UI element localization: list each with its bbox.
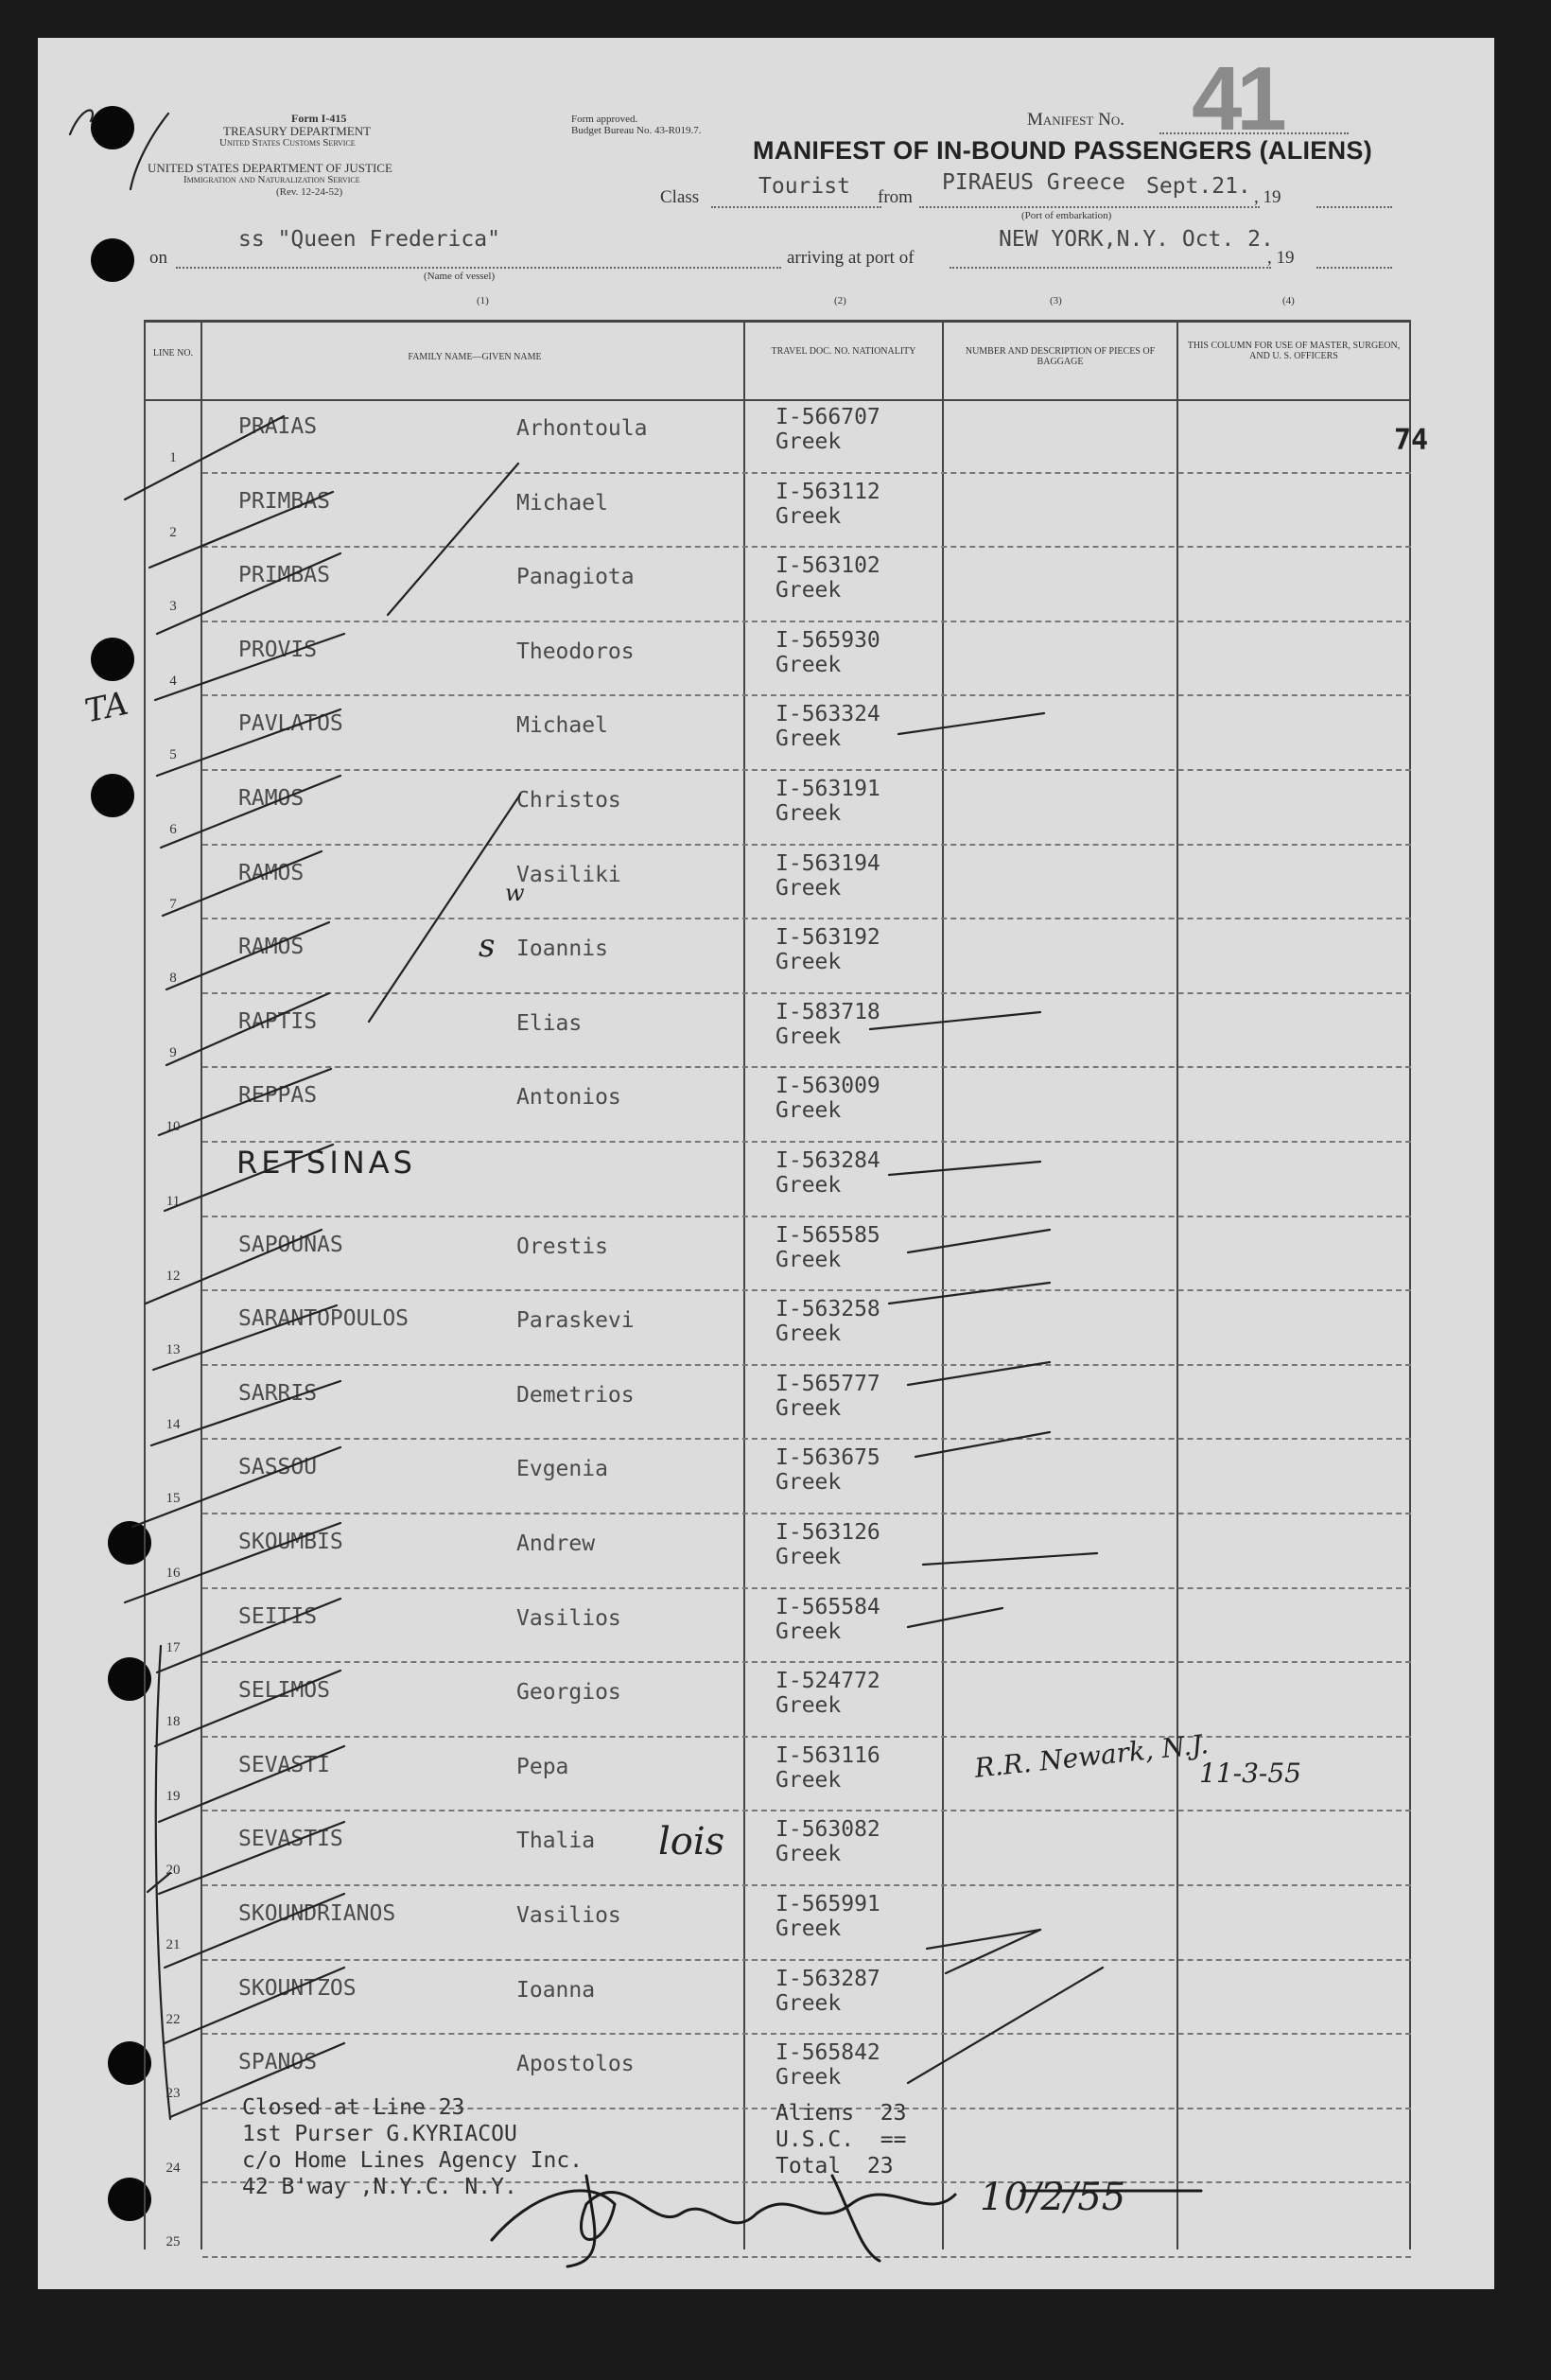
line-number: 18 bbox=[166, 1714, 181, 1730]
travel-doc-number: I-524772 bbox=[776, 1669, 880, 1694]
nationality: Greek bbox=[776, 1321, 842, 1347]
line-number: 13 bbox=[166, 1342, 181, 1358]
family-name: SKOUNTZOS bbox=[238, 1975, 357, 2001]
year-label: , 19 bbox=[1254, 187, 1281, 207]
line-number: 25 bbox=[166, 2234, 181, 2250]
nationality: Greek bbox=[776, 1247, 842, 1272]
line-number: 15 bbox=[166, 1491, 181, 1507]
travel-doc-number: I-563116 bbox=[776, 1742, 880, 1768]
given-name: Christos bbox=[516, 788, 621, 813]
departure-date: Sept.21. bbox=[1146, 174, 1251, 199]
arrival-port: NEW YORK,N.Y. Oct. 2. bbox=[999, 227, 1274, 252]
family-name: SAPOUNAS bbox=[238, 1232, 343, 1257]
family-name: PROVIS bbox=[238, 637, 318, 662]
form-number: Form I-415 bbox=[291, 112, 347, 125]
given-name: Vasilios bbox=[516, 1605, 621, 1631]
purser-name: 1st Purser G.KYRIACOU bbox=[242, 2122, 517, 2146]
line-number: 20 bbox=[166, 1863, 181, 1879]
travel-doc-number: I-563126 bbox=[776, 1520, 880, 1545]
travel-doc-number: I-563284 bbox=[776, 1148, 880, 1173]
given-name: Paraskevi bbox=[516, 1308, 635, 1334]
handwritten-retsinas: RETSINAS bbox=[236, 1145, 416, 1181]
family-name: RAMOS bbox=[238, 786, 305, 811]
closed-at-line: Closed at Line 23 bbox=[242, 2095, 465, 2120]
customs-service: United States Customs Service bbox=[219, 137, 356, 149]
given-name: Andrew bbox=[516, 1531, 596, 1556]
family-name: SEVASTI bbox=[238, 1752, 330, 1777]
line-number: 10 bbox=[166, 1119, 181, 1135]
given-name: Thalia bbox=[516, 1829, 596, 1854]
nationality: Greek bbox=[776, 1545, 842, 1569]
family-name: PAVLATOS bbox=[238, 711, 343, 737]
nationality: Greek bbox=[776, 1024, 842, 1049]
family-name: RAMOS bbox=[238, 860, 305, 885]
travel-doc-number: I-563191 bbox=[776, 777, 880, 801]
class-value: Tourist bbox=[758, 174, 850, 199]
travel-doc-number: I-583718 bbox=[776, 999, 880, 1024]
family-name: PRAIAS bbox=[238, 414, 318, 439]
travel-doc-number: I-563258 bbox=[776, 1297, 880, 1322]
treasury-department: TREASURY DEPARTMENT bbox=[223, 124, 372, 138]
travel-doc-number: I-563112 bbox=[776, 479, 880, 504]
family-name: PRIMBAS bbox=[238, 488, 330, 514]
nationality: Greek bbox=[776, 1173, 842, 1198]
family-name: SELIMOS bbox=[238, 1678, 330, 1704]
nationality: Greek bbox=[776, 1916, 842, 1941]
family-name: SASSOU bbox=[238, 1455, 318, 1480]
given-name: Pepa bbox=[516, 1754, 569, 1779]
handwritten-residence-note: R.R. Newark, N.J. bbox=[972, 1728, 1211, 1784]
class-label: Class bbox=[660, 187, 700, 207]
given-name: Ioannis bbox=[516, 936, 608, 962]
handwritten-residence-date: 11-3-55 bbox=[1199, 1758, 1301, 1789]
from-port: PIRAEUS Greece bbox=[942, 170, 1125, 195]
line-number: 23 bbox=[166, 2086, 181, 2102]
given-name: Orestis bbox=[516, 1234, 608, 1259]
nationality: Greek bbox=[776, 1470, 842, 1496]
line-number: 4 bbox=[169, 673, 177, 689]
travel-doc-number: I-563192 bbox=[776, 925, 880, 951]
manifest-no-label: Manifest No. bbox=[1027, 110, 1124, 130]
family-name: REPPAS bbox=[238, 1083, 318, 1109]
immigration-service: Immigration and Naturalization Service bbox=[183, 174, 360, 185]
total-count: 23 bbox=[866, 2154, 894, 2179]
column-number-4: (4) bbox=[1282, 295, 1295, 306]
given-name: Panagiota bbox=[516, 565, 635, 590]
family-name: SARRIS bbox=[238, 1380, 318, 1406]
travel-doc-number: I-563194 bbox=[776, 850, 880, 876]
header-travel-doc: TRAVEL DOC. NO. NATIONALITY bbox=[771, 346, 916, 357]
given-name: Antonios bbox=[516, 1085, 621, 1111]
header-baggage: NUMBER AND DESCRIPTION OF PIECES OF BAGGAGE bbox=[965, 346, 1156, 367]
line-number: 22 bbox=[166, 2011, 181, 2027]
line-number: 12 bbox=[166, 1268, 181, 1284]
total-label: Total bbox=[776, 2154, 842, 2179]
vessel-caption: (Name of vessel) bbox=[424, 271, 496, 282]
year-label-2: , 19 bbox=[1267, 248, 1295, 268]
line-number: 2 bbox=[169, 524, 177, 540]
family-name: SEITIS bbox=[238, 1603, 318, 1629]
side-number: 74 bbox=[1394, 424, 1429, 457]
line-number: 8 bbox=[169, 971, 177, 987]
nationality: Greek bbox=[776, 429, 842, 454]
usc-label: U.S.C. bbox=[776, 2127, 855, 2152]
family-name: SKOUMBIS bbox=[238, 1530, 343, 1554]
nationality: Greek bbox=[776, 1619, 842, 1644]
form-approved: Form approved. bbox=[571, 114, 638, 125]
budget-bureau: Budget Bureau No. 43-R019.7. bbox=[571, 125, 702, 136]
line-number: 7 bbox=[169, 896, 177, 912]
nationality: Greek bbox=[776, 1842, 842, 1867]
nationality: Greek bbox=[776, 1990, 842, 2016]
aliens-label: Aliens bbox=[776, 2101, 855, 2126]
nationality: Greek bbox=[776, 1098, 842, 1124]
travel-doc-number: I-563082 bbox=[776, 1817, 880, 1843]
nationality: Greek bbox=[776, 1395, 842, 1421]
family-name: SKOUNDRIANOS bbox=[238, 1901, 396, 1926]
line-number: 14 bbox=[166, 1416, 181, 1432]
nationality: Greek bbox=[776, 578, 842, 604]
travel-doc-number: I-566707 bbox=[776, 405, 880, 429]
given-name: Vasiliki bbox=[516, 862, 621, 887]
family-name: RAPTIS bbox=[238, 1008, 318, 1034]
line-number: 17 bbox=[166, 1639, 181, 1655]
family-name: SPANOS bbox=[238, 2050, 318, 2075]
agency-name: c/o Home Lines Agency Inc. bbox=[242, 2148, 584, 2173]
arriving-label: arriving at port of bbox=[787, 248, 915, 268]
nationality: Greek bbox=[776, 1693, 842, 1719]
on-label: on bbox=[149, 248, 167, 268]
travel-doc-number: I-563102 bbox=[776, 553, 880, 579]
given-name: Demetrios bbox=[516, 1382, 635, 1408]
aliens-count: 23 bbox=[880, 2101, 907, 2126]
family-name: SEVASTIS bbox=[238, 1827, 343, 1852]
line-number: 11 bbox=[166, 1194, 181, 1209]
corner-scribble bbox=[70, 110, 93, 134]
nationality: Greek bbox=[776, 1767, 842, 1793]
line-number: 3 bbox=[169, 599, 177, 615]
line-number: 9 bbox=[169, 1044, 177, 1060]
department-of-justice: UNITED STATES DEPARTMENT OF JUSTICE bbox=[148, 161, 392, 175]
given-name: Arhontoula bbox=[516, 416, 648, 441]
revision-date: (Rev. 12-24-52) bbox=[276, 186, 343, 198]
given-name: Apostolos bbox=[516, 2052, 635, 2077]
handwritten-ta-mark: TA bbox=[81, 684, 132, 731]
handwritten-lois-mark: lois bbox=[658, 1820, 725, 1864]
line-number: 16 bbox=[166, 1566, 181, 1581]
nationality: Greek bbox=[776, 2065, 842, 2091]
given-name: Ioanna bbox=[516, 1977, 596, 2003]
from-label: from bbox=[878, 187, 913, 207]
line-number: 5 bbox=[169, 747, 177, 763]
travel-doc-number: I-565585 bbox=[776, 1222, 880, 1248]
handwritten-s-mark: s bbox=[479, 927, 496, 965]
column-number-1: (1) bbox=[477, 295, 489, 306]
travel-doc-number: I-563009 bbox=[776, 1074, 880, 1099]
travel-doc-number: I-563324 bbox=[776, 702, 880, 727]
given-name: Michael bbox=[516, 490, 608, 516]
travel-doc-number: I-565842 bbox=[776, 2040, 880, 2066]
column-number-3: (3) bbox=[1050, 295, 1062, 306]
usc-count: == bbox=[880, 2127, 907, 2152]
nationality: Greek bbox=[776, 950, 842, 975]
travel-doc-number: I-565584 bbox=[776, 1594, 880, 1619]
line-number: 24 bbox=[166, 2160, 181, 2176]
given-name: Evgenia bbox=[516, 1457, 608, 1482]
given-name: Vasilios bbox=[516, 1903, 621, 1928]
handwritten-w-mark: w bbox=[505, 880, 525, 906]
family-name: SARANTOPOULOS bbox=[238, 1306, 410, 1332]
line-number: 21 bbox=[166, 1937, 181, 1952]
family-name: PRIMBAS bbox=[238, 563, 330, 588]
nationality: Greek bbox=[776, 726, 842, 752]
signature bbox=[492, 2176, 1201, 2266]
vessel-name: ss "Queen Frederica" bbox=[238, 227, 500, 252]
nationality: Greek bbox=[776, 875, 842, 901]
nationality: Greek bbox=[776, 801, 842, 826]
handwritten-signature-date: 10/2/55 bbox=[980, 2176, 1126, 2219]
family-name: RAMOS bbox=[238, 935, 305, 960]
travel-doc-number: I-565991 bbox=[776, 1892, 880, 1916]
manifest-number: 41 bbox=[1192, 48, 1281, 149]
agency-address: 42 B'way ,N.Y.C. N.Y. bbox=[242, 2175, 517, 2199]
port-embarkation-caption: (Port of embarkation) bbox=[1021, 210, 1112, 221]
column-number-2: (2) bbox=[834, 295, 846, 306]
travel-doc-number: I-565777 bbox=[776, 1371, 880, 1396]
header-officers: THIS COLUMN FOR USE OF MASTER, SURGEON, AND U. S. OFFICERS bbox=[1187, 341, 1401, 361]
given-name: Michael bbox=[516, 713, 608, 739]
line-number: 1 bbox=[169, 450, 177, 465]
line-number: 6 bbox=[169, 822, 177, 837]
given-name: Georgios bbox=[516, 1680, 621, 1706]
given-name: Theodoros bbox=[516, 639, 635, 664]
travel-doc-number: I-565930 bbox=[776, 627, 880, 653]
page-title: MANIFEST OF IN-BOUND PASSENGERS (ALIENS) bbox=[753, 136, 1373, 165]
line-number: 19 bbox=[166, 1788, 181, 1804]
header-line-no: LINE NO. bbox=[152, 348, 194, 359]
header-name: FAMILY NAME—GIVEN NAME bbox=[408, 352, 542, 362]
travel-doc-number: I-563675 bbox=[776, 1445, 880, 1471]
nationality: Greek bbox=[776, 652, 842, 677]
given-name: Elias bbox=[516, 1010, 583, 1036]
travel-doc-number: I-563287 bbox=[776, 1966, 880, 1991]
nationality: Greek bbox=[776, 503, 842, 529]
